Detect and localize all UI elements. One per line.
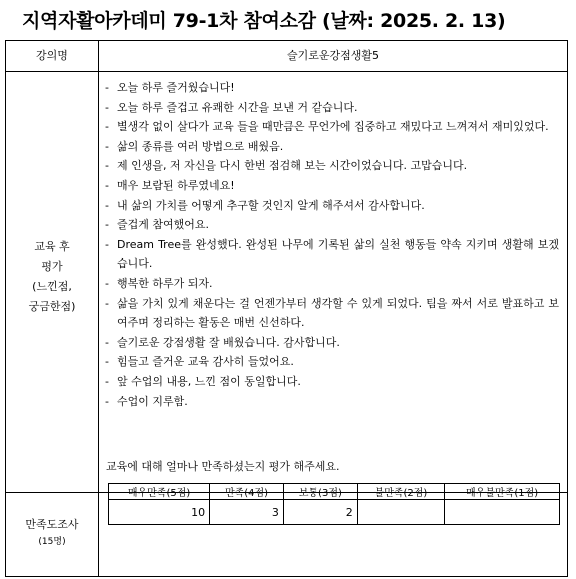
table-cell: 2 xyxy=(283,500,357,525)
table-cell: 3 xyxy=(210,500,284,525)
column-header: 보통(3점) xyxy=(283,484,357,500)
list-item: - 제 인생을, 저 자신을 다시 한번 점검해 보는 시간이었습니다. 고맙습니다. xyxy=(97,156,567,176)
list-item: - 매우 보람된 하루였네요! xyxy=(97,176,567,196)
list-item: - 즐겁게 참여했어요. xyxy=(97,215,567,235)
row-divider-header xyxy=(6,71,567,72)
survey-label: 만족도조사 xyxy=(25,518,79,531)
table-cell xyxy=(445,500,560,525)
column-header: 매우만족(5점) xyxy=(109,484,210,500)
satisfaction-table xyxy=(108,483,560,525)
table-row xyxy=(109,500,560,525)
column-header: 불만족(2점) xyxy=(357,484,444,500)
table-header-row xyxy=(109,484,560,500)
list-item: - 오늘 하루 즐겁고 유쾌한 시간을 보낸 거 같습니다. xyxy=(97,98,567,118)
evaluation-label-line: 평가 xyxy=(41,260,63,273)
column-header: 매우불만족(1점) xyxy=(445,484,560,500)
list-item: - 내 삶의 가치를 어떻게 추구할 것인지 알게 해주셔서 감사합니다. xyxy=(97,196,567,216)
feedback-list xyxy=(97,78,567,411)
list-item: - 행복한 하루가 되자. xyxy=(97,274,567,294)
evaluation-label-line: (느낀점, xyxy=(32,280,72,293)
list-item: - 삶을 가치 있게 채운다는 걸 언젠가부터 생각할 수 있게 되었다. 팀을 짜서 서로 발표하고 보여주며 정리하는 활동은 매번 신선하다. xyxy=(97,294,567,333)
table-cell xyxy=(357,500,444,525)
evaluation-label xyxy=(6,237,98,317)
list-item: - Dream Tree를 완성했다. 완성된 나무에 기록된 삶의 실천 행동들 약속 지키며 생활해 보겠습니다. xyxy=(97,235,567,274)
column-header: 만족(4점) xyxy=(210,484,284,500)
survey-count: (15명) xyxy=(38,537,66,547)
document-title: 지역자활아카데미 79-1차 참여소감 (날짜: 2025. 2. 13) xyxy=(22,10,506,32)
survey-prompt: 교육에 대해 얼마나 만족하셨는지 평가 해주세요. xyxy=(106,460,340,473)
lecture-label: 강의명 xyxy=(36,49,68,62)
evaluation-label-line: 궁금한점) xyxy=(28,300,76,313)
survey-label-block xyxy=(6,515,98,549)
list-item: - 오늘 하루 즐거웠습니다! xyxy=(97,78,567,98)
list-item: - 삶의 종류를 여러 방법으로 배웠음. xyxy=(97,137,567,157)
list-item: - 힘들고 즐거운 교육 감사히 들었어요. xyxy=(97,352,567,372)
list-item: - 슬기로운 강점생활 잘 배웠습니다. 감사합니다. xyxy=(97,333,567,353)
list-item: - 수업이 지루함. xyxy=(97,392,567,412)
lecture-name: 슬기로운강점생활5 xyxy=(286,49,379,62)
table-cell: 10 xyxy=(109,500,210,525)
evaluation-label-line: 교육 후 xyxy=(34,240,70,253)
list-item: - 앞 수업의 내용, 느낀 점이 동일합니다. xyxy=(97,372,567,392)
list-item: - 별생각 없이 살다가 교육 들을 때만큼은 무언가에 집중하고 재밌다고 느껴져서 재미있었다. xyxy=(97,117,567,137)
